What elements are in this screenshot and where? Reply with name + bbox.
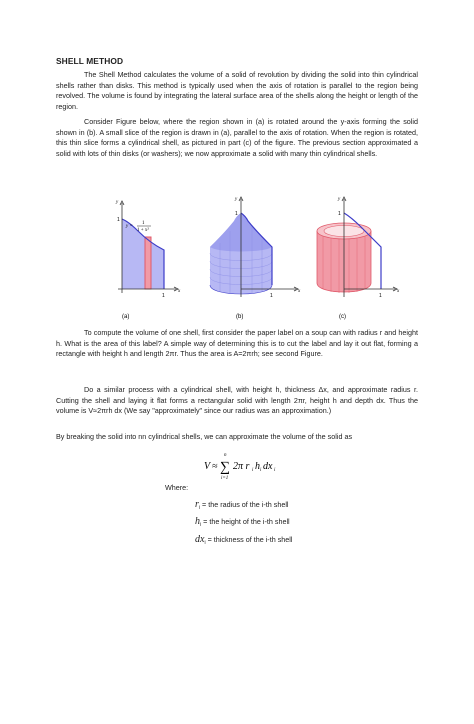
equation-denominator: 1 + x²: [137, 228, 149, 233]
equation-numerator: 1: [142, 221, 145, 226]
figure-c: [309, 193, 404, 323]
paragraph-figure-description: Consider Figure below, where the region shown in (a) is rotated around the y-axis forming the solid shown in (b). A small slice of the region is drawn in (a), parallel to the axis of rotation. When the region is rotated, this thin slice forms a cylindrical shell, as pictured in part (c) of the figure. The previous section approximated a solid with lots of thin disks (or washers); we now approximate a solid with many thin cylindrical shells.: [56, 117, 418, 158]
definition-subscript: i: [200, 522, 202, 528]
axis-label-y: y: [235, 197, 238, 202]
formula-lower-limit: i=1: [221, 476, 229, 481]
section-heading: SHELL METHOD: [56, 56, 124, 66]
formula-sigma: ∑: [220, 460, 230, 475]
axis-label-x: x: [397, 289, 400, 294]
slice-rectangle: [145, 237, 151, 289]
axis-label-x: x: [178, 289, 181, 294]
paragraph-approximation: By breaking the solid into nn cylindrical shells, we can approximate the volume of the solid as: [56, 432, 353, 441]
tick-x-1: 1: [379, 293, 382, 299]
formula-approx: ≈: [212, 461, 218, 472]
definition-symbol: h: [195, 516, 200, 527]
tick-y-1: 1: [338, 211, 341, 217]
definition-height: [195, 516, 290, 528]
figure-label-b: (b): [236, 314, 244, 320]
tick-x-1: 1: [270, 293, 273, 299]
formula-dx: dx: [263, 461, 273, 472]
definition-text: = the radius of the i-th shell: [202, 500, 289, 509]
volume-formula: [204, 449, 294, 483]
formula-h-sub: i: [260, 468, 262, 473]
definition-radius: [195, 499, 289, 511]
definition-symbol: dx: [195, 534, 205, 545]
definition-subscript: i: [198, 505, 201, 511]
paragraph-cylindrical-shell: Do a similar process with a cylindrical shell, with height h, thickness Δx, and approximate radius r. Cutting the shell and laying it flat forms a rectangular solid with length 2πr, height h and depth dx. Thus the volume is V≈2πrh dx (We say "approximately" since our radius was an approximation.): [56, 385, 418, 416]
formula-body: 2π r: [233, 461, 250, 472]
axis-label-x: x: [298, 289, 301, 294]
paragraph-intro: The Shell Method calculates the volume of a solid of revolution by dividing the solid into thin cylindrical shells rather than disks. This method is typically used when the axis of rotation is parallel to the region being revolved. The volume is found by integrating the lateral surface area of the shells along the height or length of the region.: [56, 70, 418, 111]
figure-label-c: (c): [339, 314, 346, 320]
formula-r-sub: i: [252, 468, 254, 473]
paragraph-soup-can: To compute the volume of one shell, first consider the paper label on a soup can with radius r and height h. What is the area of this label? A simple way of determining this is to cut the label and lay it out flat, forming a rectangle with height h and length 2πr. Thus the area is A=2πrh; see second Figure.: [56, 328, 418, 359]
tick-x-1: 1: [162, 293, 165, 299]
formula-upper-limit: n: [224, 453, 227, 458]
figure-a: [104, 193, 184, 323]
figure-b: [204, 193, 304, 323]
tick-y-1: 1: [117, 217, 120, 223]
definition-thickness: [195, 534, 292, 546]
formula-dx-sub: i: [274, 468, 276, 473]
formula-h: h: [255, 461, 260, 472]
figure-group: [104, 193, 404, 323]
tick-y-1: 1: [235, 211, 238, 217]
definition-text: = the height of the i-th shell: [203, 517, 290, 526]
equation-lhs: y =: [126, 224, 133, 229]
definition-symbol: r: [195, 499, 199, 510]
definition-subscript: i: [204, 540, 206, 546]
figure-label-a: (a): [122, 314, 130, 320]
definition-text: = thickness of the i-th shell: [207, 535, 293, 544]
axis-label-y: y: [116, 200, 119, 205]
formula-lhs: V: [204, 461, 211, 472]
axis-label-y: y: [338, 197, 341, 202]
where-label: Where:: [165, 483, 189, 492]
